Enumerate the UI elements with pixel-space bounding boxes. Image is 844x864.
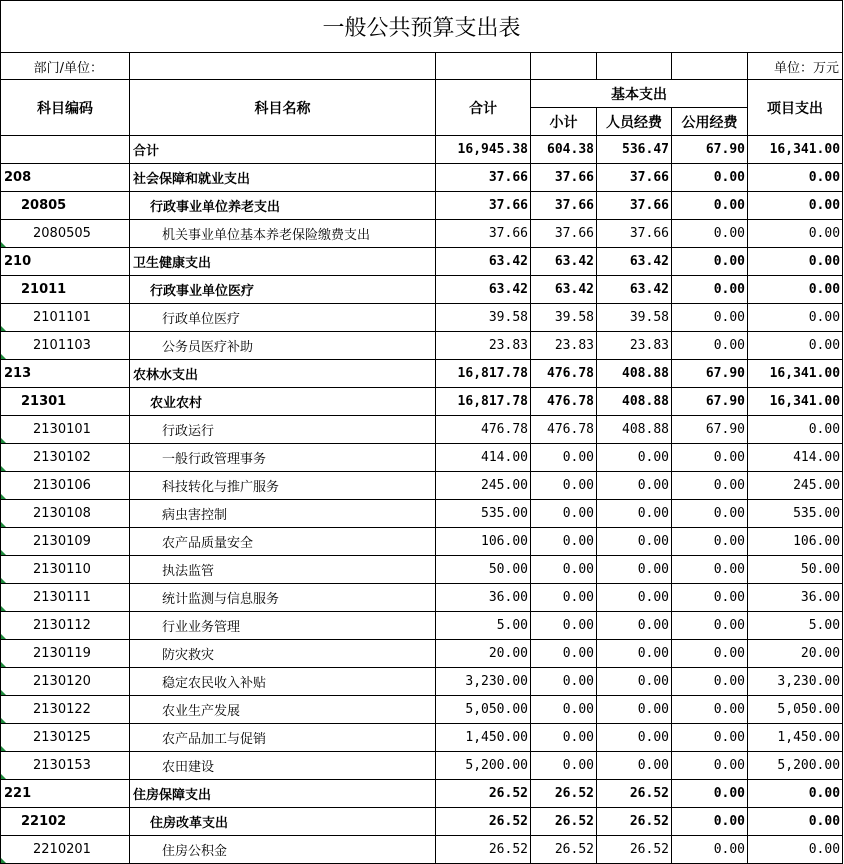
table-row xyxy=(1,220,843,248)
table-row xyxy=(1,640,843,668)
row-subtotal[interactable]: 476.78 xyxy=(531,416,597,444)
row-total[interactable]: 26.52 xyxy=(436,836,531,864)
header-code: 科目编码 xyxy=(1,80,130,136)
row-total[interactable]: 63.42 xyxy=(436,248,531,276)
page-title: 一般公共预算支出表 xyxy=(1,1,843,53)
row-name[interactable]: 农业生产发展 xyxy=(130,696,436,724)
header-basic: 基本支出 xyxy=(531,80,748,108)
row-code[interactable]: 2080505 xyxy=(1,220,130,248)
row-total[interactable]: 50.00 xyxy=(436,556,531,584)
row-project[interactable]: 5,050.00 xyxy=(748,696,843,724)
row-code[interactable]: 2130125 xyxy=(1,724,130,752)
row-code[interactable]: 2130110 xyxy=(1,556,130,584)
row-public[interactable]: 0.00 xyxy=(672,248,748,276)
table-row xyxy=(1,416,843,444)
row-project[interactable]: 1,450.00 xyxy=(748,724,843,752)
row-code[interactable]: 221 xyxy=(1,780,130,808)
row-code[interactable]: 2101101 xyxy=(1,304,130,332)
row-total[interactable]: 5,050.00 xyxy=(436,696,531,724)
row-total[interactable]: 535.00 xyxy=(436,500,531,528)
table-row xyxy=(1,444,843,472)
grand-total-subtotal: 604.38 xyxy=(531,136,597,164)
row-subtotal[interactable]: 0.00 xyxy=(531,472,597,500)
row-project[interactable]: 0.00 xyxy=(748,192,843,220)
row-personnel[interactable]: 26.52 xyxy=(597,780,672,808)
row-total[interactable]: 106.00 xyxy=(436,528,531,556)
row-total[interactable]: 5.00 xyxy=(436,612,531,640)
row-name[interactable]: 卫生健康支出 xyxy=(130,248,436,276)
table-row xyxy=(1,724,843,752)
row-project[interactable]: 245.00 xyxy=(748,472,843,500)
row-subtotal[interactable]: 0.00 xyxy=(531,752,597,780)
table-row xyxy=(1,500,843,528)
row-subtotal[interactable]: 37.66 xyxy=(531,164,597,192)
row-subtotal[interactable]: 37.66 xyxy=(531,192,597,220)
row-personnel[interactable]: 26.52 xyxy=(597,808,672,836)
row-personnel[interactable]: 0.00 xyxy=(597,640,672,668)
header-total: 合计 xyxy=(436,80,531,136)
row-total[interactable]: 16,817.78 xyxy=(436,388,531,416)
row-personnel[interactable]: 0.00 xyxy=(597,696,672,724)
row-total[interactable]: 245.00 xyxy=(436,472,531,500)
row-name[interactable]: 社会保障和就业支出 xyxy=(130,164,436,192)
row-project[interactable]: 50.00 xyxy=(748,556,843,584)
table-row xyxy=(1,248,843,276)
row-name[interactable]: 统计监测与信息服务 xyxy=(130,584,436,612)
row-project[interactable]: 414.00 xyxy=(748,444,843,472)
row-name[interactable]: 科技转化与推广服务 xyxy=(130,472,436,500)
row-name[interactable]: 农田建设 xyxy=(130,752,436,780)
row-public[interactable]: 0.00 xyxy=(672,556,748,584)
row-code[interactable]: 2130112 xyxy=(1,612,130,640)
grand-total-total: 16,945.38 xyxy=(436,136,531,164)
row-code[interactable]: 2130108 xyxy=(1,500,130,528)
table-row xyxy=(1,752,843,780)
meta-empty-cell xyxy=(672,53,748,80)
row-project[interactable]: 0.00 xyxy=(748,220,843,248)
row-project[interactable]: 5,200.00 xyxy=(748,752,843,780)
table-row xyxy=(1,836,843,864)
row-name[interactable]: 农业农村 xyxy=(130,388,436,416)
table-row xyxy=(1,192,843,220)
row-public[interactable]: 0.00 xyxy=(672,668,748,696)
row-name[interactable]: 一般行政管理事务 xyxy=(130,444,436,472)
row-personnel[interactable]: 0.00 xyxy=(597,668,672,696)
row-public[interactable]: 0.00 xyxy=(672,276,748,304)
row-code[interactable]: 213 xyxy=(1,360,130,388)
row-project[interactable]: 3,230.00 xyxy=(748,668,843,696)
dept-label: 部门/单位： xyxy=(1,53,130,80)
row-personnel[interactable]: 0.00 xyxy=(597,724,672,752)
row-name[interactable]: 住房改革支出 xyxy=(130,808,436,836)
row-public[interactable]: 0.00 xyxy=(672,752,748,780)
row-project[interactable]: 106.00 xyxy=(748,528,843,556)
table-row xyxy=(1,164,843,192)
grand-total-code xyxy=(1,136,130,164)
row-code[interactable]: 2130119 xyxy=(1,640,130,668)
row-code[interactable]: 20805 xyxy=(1,192,130,220)
row-public[interactable]: 0.00 xyxy=(672,584,748,612)
row-public[interactable]: 67.90 xyxy=(672,416,748,444)
row-name[interactable]: 稳定农民收入补贴 xyxy=(130,668,436,696)
header-project: 项目支出 xyxy=(748,80,843,136)
table-row xyxy=(1,808,843,836)
table-row xyxy=(1,584,843,612)
row-personnel[interactable]: 0.00 xyxy=(597,612,672,640)
row-public[interactable]: 67.90 xyxy=(672,388,748,416)
row-total[interactable]: 36.00 xyxy=(436,584,531,612)
header-personnel: 人员经费 xyxy=(597,108,672,136)
row-total[interactable]: 1,450.00 xyxy=(436,724,531,752)
row-project[interactable]: 0.00 xyxy=(748,304,843,332)
row-subtotal[interactable]: 39.58 xyxy=(531,304,597,332)
table-row xyxy=(1,668,843,696)
unit-label: 单位：万元 xyxy=(748,53,843,80)
row-personnel[interactable]: 408.88 xyxy=(597,416,672,444)
row-subtotal[interactable]: 0.00 xyxy=(531,612,597,640)
row-project[interactable]: 16,341.00 xyxy=(748,388,843,416)
row-subtotal[interactable]: 0.00 xyxy=(531,556,597,584)
row-total[interactable]: 23.83 xyxy=(436,332,531,360)
row-public[interactable]: 0.00 xyxy=(672,724,748,752)
row-name[interactable]: 机关事业单位基本养老保险缴费支出 xyxy=(130,220,436,248)
row-total[interactable]: 39.58 xyxy=(436,304,531,332)
row-project[interactable]: 0.00 xyxy=(748,276,843,304)
grand-total-row xyxy=(1,136,843,164)
row-personnel[interactable]: 23.83 xyxy=(597,332,672,360)
table-row xyxy=(1,360,843,388)
row-project[interactable]: 20.00 xyxy=(748,640,843,668)
row-code[interactable]: 210 xyxy=(1,248,130,276)
row-subtotal[interactable]: 0.00 xyxy=(531,640,597,668)
row-public[interactable]: 0.00 xyxy=(672,500,748,528)
table-row xyxy=(1,696,843,724)
row-code[interactable]: 22102 xyxy=(1,808,130,836)
table-row xyxy=(1,780,843,808)
table-row xyxy=(1,332,843,360)
row-subtotal[interactable]: 0.00 xyxy=(531,528,597,556)
row-name[interactable]: 行政运行 xyxy=(130,416,436,444)
row-name[interactable]: 执法监管 xyxy=(130,556,436,584)
row-public[interactable]: 0.00 xyxy=(672,164,748,192)
row-total[interactable]: 476.78 xyxy=(436,416,531,444)
row-personnel[interactable]: 0.00 xyxy=(597,556,672,584)
row-subtotal[interactable]: 26.52 xyxy=(531,780,597,808)
row-personnel[interactable]: 39.58 xyxy=(597,304,672,332)
row-subtotal[interactable]: 0.00 xyxy=(531,724,597,752)
header-subtotal: 小计 xyxy=(531,108,597,136)
row-subtotal[interactable]: 63.42 xyxy=(531,248,597,276)
row-name[interactable]: 行业业务管理 xyxy=(130,612,436,640)
row-code[interactable]: 2130111 xyxy=(1,584,130,612)
row-subtotal[interactable]: 476.78 xyxy=(531,360,597,388)
table-row xyxy=(1,304,843,332)
row-name[interactable]: 行政事业单位医疗 xyxy=(130,276,436,304)
row-subtotal[interactable]: 0.00 xyxy=(531,444,597,472)
row-public[interactable]: 0.00 xyxy=(672,640,748,668)
row-project[interactable]: 0.00 xyxy=(748,780,843,808)
row-code[interactable]: 2130106 xyxy=(1,472,130,500)
row-name[interactable]: 病虫害控制 xyxy=(130,500,436,528)
row-name[interactable]: 农产品质量安全 xyxy=(130,528,436,556)
row-public[interactable]: 0.00 xyxy=(672,780,748,808)
meta-empty-cell xyxy=(436,53,531,80)
row-subtotal[interactable]: 37.66 xyxy=(531,220,597,248)
row-subtotal[interactable]: 23.83 xyxy=(531,332,597,360)
row-total[interactable]: 37.66 xyxy=(436,192,531,220)
row-total[interactable]: 414.00 xyxy=(436,444,531,472)
row-project[interactable]: 16,341.00 xyxy=(748,360,843,388)
row-personnel[interactable]: 26.52 xyxy=(597,836,672,864)
table-row xyxy=(1,612,843,640)
grand-total-public: 67.90 xyxy=(672,136,748,164)
row-total[interactable]: 5,200.00 xyxy=(436,752,531,780)
row-project[interactable]: 36.00 xyxy=(748,584,843,612)
row-project[interactable]: 0.00 xyxy=(748,332,843,360)
row-code[interactable]: 2130122 xyxy=(1,696,130,724)
row-name[interactable]: 防灾救灾 xyxy=(130,640,436,668)
row-code[interactable]: 2130120 xyxy=(1,668,130,696)
row-personnel[interactable]: 0.00 xyxy=(597,472,672,500)
row-personnel[interactable]: 408.88 xyxy=(597,388,672,416)
table-row xyxy=(1,276,843,304)
row-code[interactable]: 2130109 xyxy=(1,528,130,556)
row-code[interactable]: 21301 xyxy=(1,388,130,416)
row-code[interactable]: 2130153 xyxy=(1,752,130,780)
row-subtotal[interactable]: 63.42 xyxy=(531,276,597,304)
row-total[interactable]: 37.66 xyxy=(436,164,531,192)
row-personnel[interactable]: 63.42 xyxy=(597,276,672,304)
row-subtotal[interactable]: 0.00 xyxy=(531,696,597,724)
row-personnel[interactable]: 0.00 xyxy=(597,528,672,556)
row-code[interactable]: 21011 xyxy=(1,276,130,304)
row-name[interactable]: 住房保障支出 xyxy=(130,780,436,808)
row-subtotal[interactable]: 476.78 xyxy=(531,388,597,416)
row-personnel[interactable]: 37.66 xyxy=(597,220,672,248)
row-name[interactable]: 住房公积金 xyxy=(130,836,436,864)
row-public[interactable]: 0.00 xyxy=(672,808,748,836)
row-project[interactable]: 0.00 xyxy=(748,808,843,836)
row-project[interactable]: 0.00 xyxy=(748,416,843,444)
row-code[interactable]: 2210201 xyxy=(1,836,130,864)
meta-empty-cell xyxy=(531,53,597,80)
row-name[interactable]: 公务员医疗补助 xyxy=(130,332,436,360)
row-personnel[interactable]: 0.00 xyxy=(597,584,672,612)
table-row xyxy=(1,472,843,500)
row-personnel[interactable]: 0.00 xyxy=(597,444,672,472)
meta-empty-cell xyxy=(597,53,672,80)
row-public[interactable]: 0.00 xyxy=(672,444,748,472)
row-code[interactable]: 2101103 xyxy=(1,332,130,360)
row-code[interactable]: 208 xyxy=(1,164,130,192)
row-personnel[interactable]: 408.88 xyxy=(597,360,672,388)
row-personnel[interactable]: 37.66 xyxy=(597,164,672,192)
row-name[interactable]: 农林水支出 xyxy=(130,360,436,388)
row-subtotal[interactable]: 0.00 xyxy=(531,500,597,528)
header-name: 科目名称 xyxy=(130,80,436,136)
row-total[interactable]: 20.00 xyxy=(436,640,531,668)
row-total[interactable]: 26.52 xyxy=(436,780,531,808)
row-personnel[interactable]: 37.66 xyxy=(597,192,672,220)
row-personnel[interactable]: 63.42 xyxy=(597,248,672,276)
row-personnel[interactable]: 0.00 xyxy=(597,752,672,780)
row-public[interactable]: 0.00 xyxy=(672,332,748,360)
row-project[interactable]: 0.00 xyxy=(748,836,843,864)
table-row xyxy=(1,556,843,584)
row-total[interactable]: 26.52 xyxy=(436,808,531,836)
header-public: 公用经费 xyxy=(672,108,748,136)
row-public[interactable]: 0.00 xyxy=(672,192,748,220)
row-name[interactable]: 行政事业单位养老支出 xyxy=(130,192,436,220)
row-public[interactable]: 0.00 xyxy=(672,696,748,724)
row-subtotal[interactable]: 26.52 xyxy=(531,836,597,864)
table-row xyxy=(1,528,843,556)
row-project[interactable]: 5.00 xyxy=(748,612,843,640)
row-code[interactable]: 2130102 xyxy=(1,444,130,472)
row-project[interactable]: 0.00 xyxy=(748,248,843,276)
row-subtotal[interactable]: 0.00 xyxy=(531,584,597,612)
grand-total-project: 16,341.00 xyxy=(748,136,843,164)
row-total[interactable]: 37.66 xyxy=(436,220,531,248)
row-subtotal[interactable]: 0.00 xyxy=(531,668,597,696)
row-public[interactable]: 67.90 xyxy=(672,360,748,388)
row-subtotal[interactable]: 26.52 xyxy=(531,808,597,836)
row-total[interactable]: 3,230.00 xyxy=(436,668,531,696)
row-personnel[interactable]: 0.00 xyxy=(597,500,672,528)
row-public[interactable]: 0.00 xyxy=(672,304,748,332)
row-public[interactable]: 0.00 xyxy=(672,472,748,500)
row-name[interactable]: 行政单位医疗 xyxy=(130,304,436,332)
grand-total-label: 合计 xyxy=(130,136,436,164)
row-total[interactable]: 63.42 xyxy=(436,276,531,304)
row-public[interactable]: 0.00 xyxy=(672,528,748,556)
row-name[interactable]: 农产品加工与促销 xyxy=(130,724,436,752)
row-project[interactable]: 535.00 xyxy=(748,500,843,528)
row-public[interactable]: 0.00 xyxy=(672,220,748,248)
row-public[interactable]: 0.00 xyxy=(672,836,748,864)
row-code[interactable]: 2130101 xyxy=(1,416,130,444)
grand-total-personnel: 536.47 xyxy=(597,136,672,164)
row-public[interactable]: 0.00 xyxy=(672,612,748,640)
row-project[interactable]: 0.00 xyxy=(748,164,843,192)
row-total[interactable]: 16,817.78 xyxy=(436,360,531,388)
table-row xyxy=(1,388,843,416)
dept-value-cell[interactable] xyxy=(130,53,436,80)
